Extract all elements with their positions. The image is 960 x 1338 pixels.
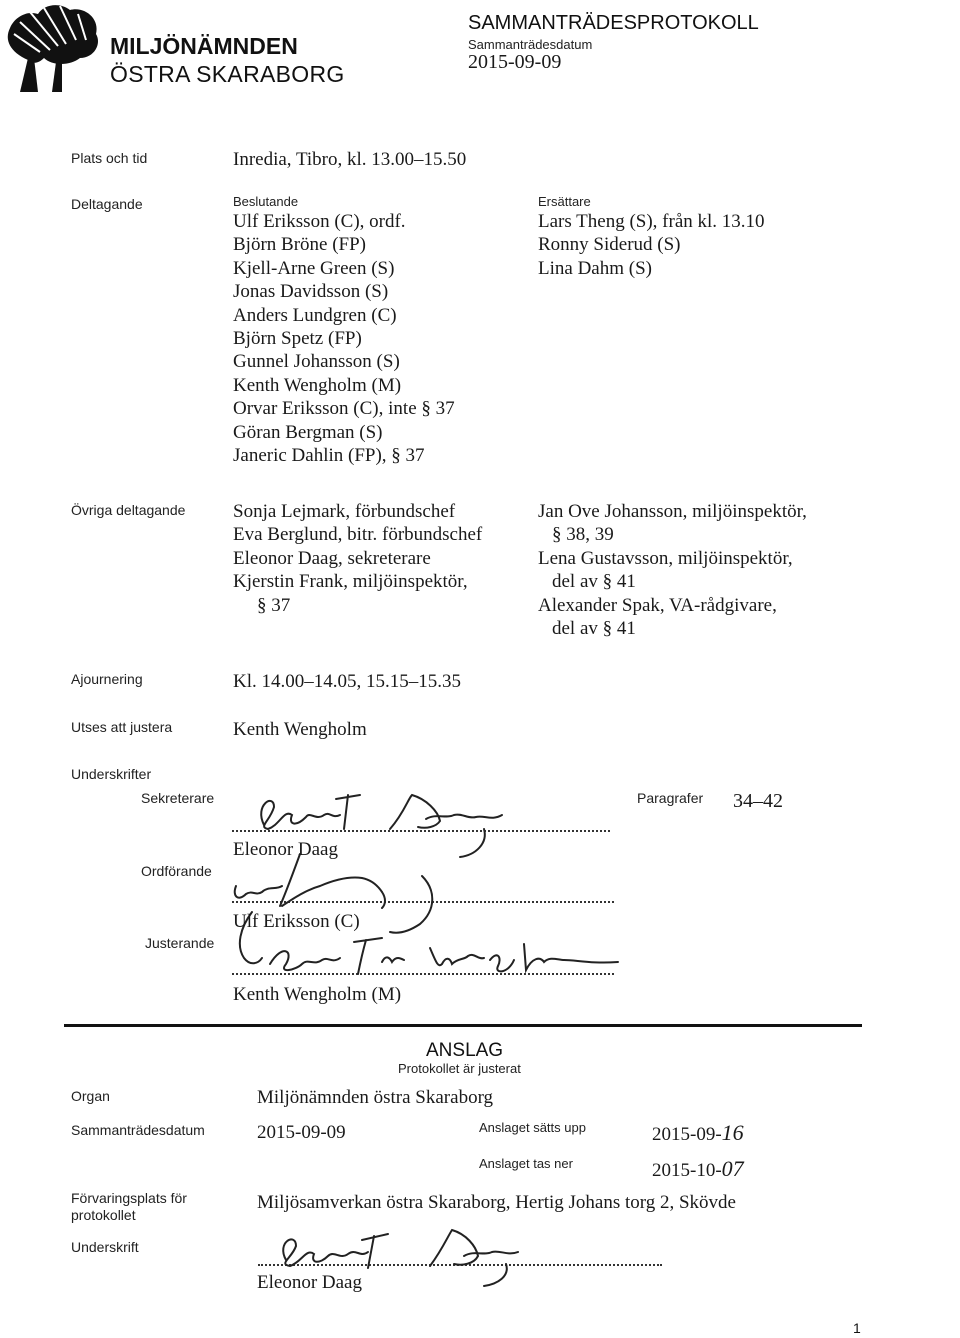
adjuster-signature [262, 930, 632, 990]
secretary-label: Sekreterare [141, 790, 215, 806]
storage-label [71, 1190, 187, 1224]
divider-line [64, 1024, 862, 1027]
posted-date-handwritten: 16 [721, 1120, 744, 1145]
participants-label: Deltagande [71, 196, 143, 212]
list-item: Lina Dahm (S) [538, 257, 652, 279]
list-item: § 38, 39 [552, 524, 614, 546]
other-participants-label: Övriga deltagande [71, 502, 186, 518]
posted-date-printed: 2015-09- [652, 1124, 722, 1145]
substitutes-label: Ersättare [538, 194, 591, 209]
list-item: Göran Bergman (S) [233, 421, 383, 443]
adjuster-sign-label: Justerande [145, 935, 215, 951]
meeting-date-value-notice: 2015-09-09 [257, 1122, 346, 1143]
list-item: Björn Spetz (FP) [233, 327, 362, 349]
list-item: del av § 41 [552, 571, 636, 593]
document-title: SAMMANTRÄDESPROTOKOLL [468, 12, 759, 34]
list-item: del av § 41 [552, 617, 636, 639]
storage-label-line2: protokollet [71, 1207, 136, 1223]
adjuster-name: Kenth Wengholm (M) [233, 984, 402, 1005]
list-item: Sonja Lejmark, förbundschef [233, 501, 456, 522]
meeting-date-label: Sammanträdesdatum [468, 37, 593, 52]
posted-date-label: Anslaget sätts upp [479, 1120, 586, 1135]
paragraphs-label: Paragrafer [637, 790, 704, 806]
list-item: Jan Ove Johansson, miljöinspektör, [538, 501, 807, 522]
list-item: Kjerstin Frank, miljöinspektör, [233, 571, 468, 593]
storage-label-line1: Förvaringsplats för [71, 1190, 187, 1206]
paragraphs-value: 34–42 [733, 790, 783, 812]
notice-subtitle: Protokollet är justerat [398, 1061, 521, 1076]
list-item: Eleonor Daag, sekreterare [233, 547, 431, 569]
organ-label: Organ [71, 1088, 110, 1104]
notice-signer-name: Eleonor Daag [257, 1272, 362, 1293]
list-item: Kjell-Arne Green (S) [233, 257, 395, 279]
chairman-name: Ulf Eriksson (C) [233, 911, 360, 932]
storage-value: Miljösamverkan östra Skaraborg, Hertig Johans torg 2, Skövde [257, 1192, 736, 1213]
secretary-name: Eleonor Daag [233, 839, 338, 860]
other-participants-col2 [538, 500, 807, 640]
place-time-value: Inredia, Tibro, kl. 13.00–15.50 [233, 149, 467, 170]
removed-date-printed: 2015-10- [652, 1160, 722, 1181]
meeting-date-label-notice: Sammanträdesdatum [71, 1122, 205, 1138]
tree-logo-icon [0, 0, 104, 92]
adjournment-label: Ajournering [71, 671, 143, 687]
chairman-label: Ordförande [141, 863, 212, 879]
list-item: Lena Gustavsson, miljöinspektör, [538, 547, 793, 569]
list-item: Alexander Spak, VA-rådgivare, [538, 594, 777, 616]
adjuster-label: Utses att justera [71, 719, 173, 735]
removed-date-handwritten: 07 [721, 1156, 744, 1181]
voting-members-label: Beslutande [233, 194, 299, 209]
list-item: Gunnel Johansson (S) [233, 351, 400, 373]
list-item: Ronny Siderud (S) [538, 234, 681, 256]
list-item: Lars Theng (S), från kl. 13.10 [538, 211, 765, 232]
list-item: Kenth Wengholm (M) [233, 374, 402, 396]
list-item: Ulf Eriksson (C), ordf. [233, 211, 406, 232]
list-item: Janeric Dahlin (FP), § 37 [233, 444, 425, 466]
list-item: § 37 [257, 594, 291, 616]
page-number: 1 [853, 1320, 861, 1336]
other-participants-col1 [233, 500, 482, 617]
removed-date-label: Anslaget tas ner [479, 1156, 573, 1171]
posted-date-value [652, 1121, 744, 1146]
list-item: Orvar Eriksson (C), inte § 37 [233, 398, 455, 420]
list-item: Anders Lundgren (C) [233, 304, 397, 326]
org-name-line2: ÖSTRA SKARABORG [110, 61, 345, 87]
place-time-label: Plats och tid [71, 150, 148, 166]
meeting-date-value: 2015-09-09 [468, 51, 562, 73]
org-name-line1: MILJÖNÄMNDEN [110, 33, 298, 59]
adjournment-value: Kl. 14.00–14.05, 15.15–15.35 [233, 671, 461, 692]
signatures-label: Underskrifter [71, 766, 152, 782]
signature-label-notice: Underskrift [71, 1239, 139, 1255]
organ-value: Miljönämnden östra Skaraborg [257, 1087, 494, 1108]
list-item: Jonas Davidsson (S) [233, 281, 389, 303]
list-item: Björn Bröne (FP) [233, 234, 366, 256]
removed-date-value [652, 1157, 744, 1182]
adjuster-value: Kenth Wengholm [233, 719, 367, 740]
voting-members-list [233, 210, 455, 467]
notice-title: ANSLAG [426, 1040, 504, 1061]
substitutes-list [538, 210, 765, 280]
list-item: Eva Berglund, bitr. förbundschef [233, 524, 483, 546]
